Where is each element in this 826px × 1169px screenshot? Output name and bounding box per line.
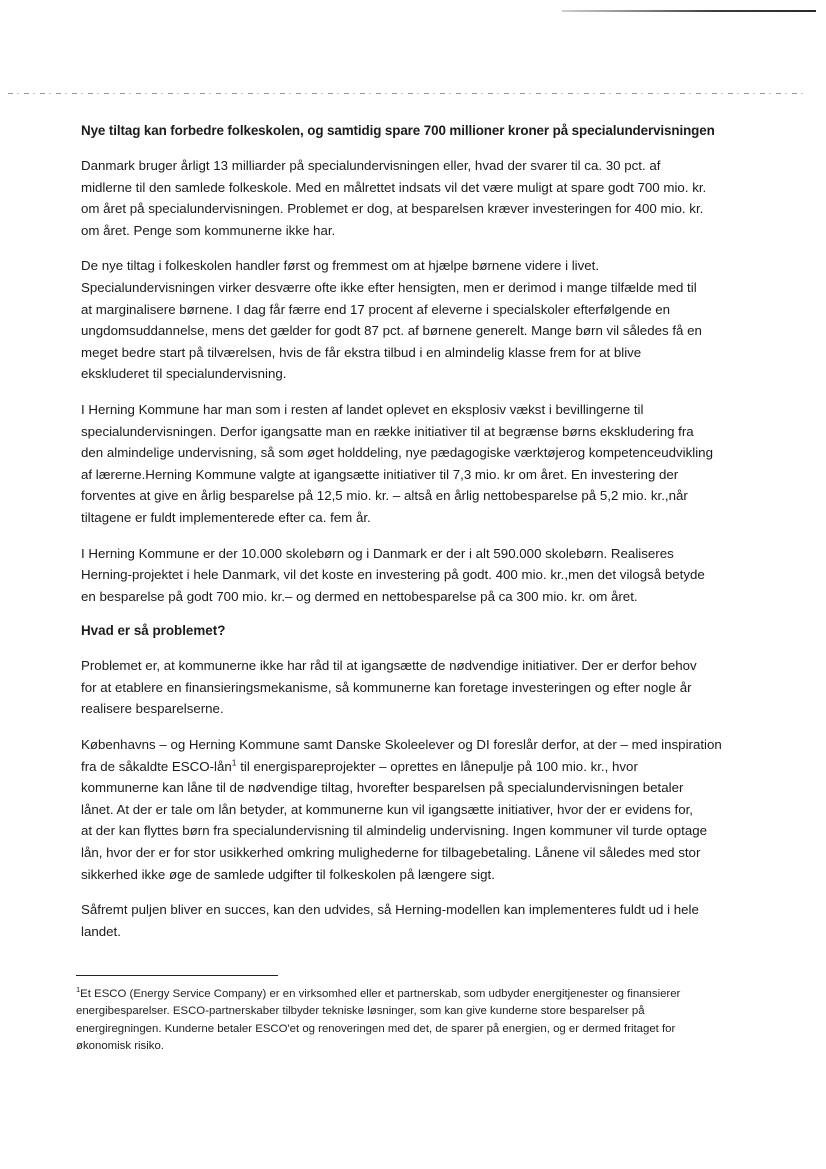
text-line: lånet. At der er tale om lån betyder, at kommunerne kun vil igangsætte initiativer, hvor der er evidens for, [81, 801, 693, 817]
document-heading: Nye tiltag kan forbedre folkeskolen, og samtidig spare 700 millioner kroner på specialundervisningen [81, 123, 715, 138]
text-line [81, 756, 761, 778]
text-line: Københavns – og Herning Kommune samt Danske Skoleelever og DI foreslår derfor, at der – med inspiration [81, 737, 722, 753]
text-line: ungdomsuddannelse, mens det gælder for godt 87 pct. af børnene generelt. Mange børn vil således få en [81, 323, 702, 339]
footnote [76, 986, 766, 1056]
paragraph-2 [81, 255, 761, 385]
scan-artifact-line [562, 10, 816, 12]
text-line: landet. [81, 923, 121, 939]
document-body [81, 121, 761, 956]
text-line: I Herning Kommune er der 10.000 skolebørn og i Danmark er der i alt 590.000 skolebørn. Realiseres [81, 545, 674, 561]
text-line: forventes at give en årlig besparelse på 12,5 mio. kr. – altså en årlig nettobesparelse på 5,2 mio. kr.,når [81, 488, 688, 504]
footnote-line: økonomisk risiko. [76, 1040, 164, 1053]
paragraph-1 [81, 155, 761, 241]
footnote-line [76, 986, 766, 1003]
text-line: tiltagene er fuldt implementerede efter ca. fem år. [81, 509, 371, 525]
scan-artifact-dotted-line [8, 93, 808, 94]
text-line: realisere besparelserne. [81, 701, 224, 717]
text-line: sikkerhed ikke øge de samlede udgifter til folkeskolen på længere sigt. [81, 866, 495, 882]
text-segment: til energispareprojekter – oprettes en lånepulje på 100 mio. kr., hvor [236, 758, 638, 774]
text-line: specialundervisningen. Derfor igangsatte man en række initiativer til at begrænse børns ekskludering fra [81, 423, 694, 439]
text-line: at marginalisere børnene. I dag får færre end 17 procent af eleverne i specialskoler efterfølgende en [81, 301, 671, 317]
paragraph-7 [81, 899, 761, 942]
text-line: Danmark bruger årligt 13 milliarder på specialundervisningen eller, hvad der svarer til ca. 30 pct. af [81, 158, 661, 173]
footnote-marker: 1 [76, 985, 81, 995]
paragraph-3 [81, 399, 761, 529]
paragraph-4 [81, 543, 761, 608]
footnote-reference[interactable]: 1 [231, 757, 237, 768]
paragraph-6 [81, 734, 761, 885]
text-line: ekskluderet til specialundervisning. [81, 366, 287, 382]
text-line: for at etablere en finansieringsmekanisme, så kommunerne kan foretage investeringen og efter nogle år [81, 679, 692, 695]
text-line: Problemet er, at kommunerne ikke har råd til at igangsætte de nødvendige initiativer. Der er derfor behov [81, 658, 697, 674]
text-line: en besparelse på godt 700 mio. kr.– og dermed en nettobesparelse på ca 300 mio. kr. om året. [81, 588, 638, 604]
footnote-line: energiregningen. Kunderne betaler ESCO'et og renoveringen med det, de sparer på energien, og er dermed fritaget for [76, 1022, 676, 1035]
text-line: lån, hvor der er for stor usikkerhed omkring mulighederne for tilbagebetaling. Lånene vil således med stor [81, 845, 701, 861]
text-line: om året på specialundervisningen. Problemet er dog, at besparelsen kræver investeringen for 400 mio. kr. [81, 201, 704, 217]
text-line: I Herning Kommune har man som i resten af landet oplevet en eksplosiv vækst i bevillingerne til [81, 401, 644, 417]
text-line: om året. Penge som kommunerne ikke har. [81, 222, 336, 238]
text-line: midlerne til den samlede folkeskole. Med en målrettet indsats vil det være muligt at spare godt 700 mio. kr. [81, 179, 707, 195]
text-line: Såfremt puljen bliver en succes, kan den udvides, så Herning-modellen kan implementeres fuldt ud i hele [81, 902, 699, 918]
paragraph-5 [81, 655, 761, 720]
text-line: den almindelige undervisning, så som øget holddeling, nye pædagogiske værktøjerog kompetenceudvikling [81, 445, 713, 461]
footnote-line: energibesparelser. ESCO-partnerskaber tilbyder tekniske løsninger, som kan give kunderne store besparelser på [76, 1005, 645, 1018]
text-segment: Et ESCO (Energy Service Company) er en virksomhed eller et partnerskab, som udbyder energitjenester og finansierer [80, 988, 681, 1000]
text-line: Herning-projektet i hele Danmark, vil det koste en investering på godt. 400 mio. kr.,men det vilogså betyde [81, 567, 705, 583]
text-segment: fra de såkaldte ESCO-lån [81, 758, 232, 774]
text-line: af lærerne.Herning Kommune valgte at igangsætte initiativer til 7,3 mio. kr om året. En investering der [81, 466, 679, 482]
text-line: at der kan flyttes børn fra specialundervisning til almindelig undervisning. Ingen kommuner vil turde optage [81, 823, 708, 839]
footnote-separator [76, 975, 278, 976]
text-line: De nye tiltag i folkeskolen handler først og fremmest om at hjælpe børnene videre i livet. [81, 258, 600, 274]
text-line: meget bedre start på tilværelsen, hvis de får ekstra tilbud i en almindelig klasse frem for at blive [81, 344, 642, 360]
text-line: kommunerne kan låne til de nødvendige tiltag, hvorefter besparelsen på specialundervisningen betaler [81, 780, 684, 796]
text-line: Specialundervisningen virker desværre ofte ikke efter hensigten, men er derimod i mange tilfælde med til [81, 279, 697, 295]
section-heading: Hvad er så problemet? [81, 623, 226, 639]
